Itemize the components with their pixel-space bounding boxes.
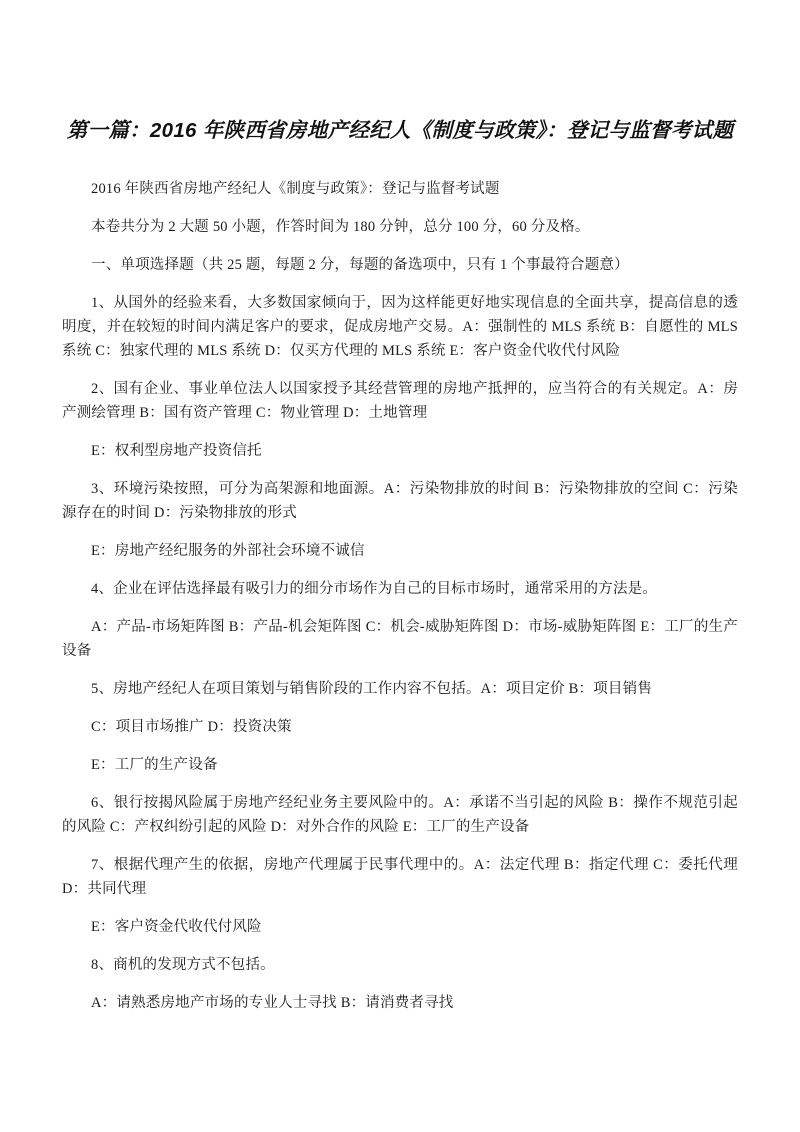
- question-4: 4、企业在评估选择最有吸引力的细分市场作为自己的目标市场时，通常采用的方法是。: [91, 581, 658, 597]
- question-2-option-e: E：权利型房地产投资信托: [91, 443, 262, 459]
- exam-summary: 本卷共分为 2 大题 50 小题，作答时间为 180 分钟，总分 100 分，60 分及格。: [91, 219, 590, 235]
- question-6: 6、银行按揭风险属于房地产经纪业务主要风险中的。A：承诺不当引起的风险 B：操作不规范引起的风险 C：产权纠纷引起的风险 D：对外合作的风险 E：工厂的生产设备: [62, 795, 738, 835]
- section-heading-single-choice: 一、单项选择题（共 25 题，每题 2 分，每题的备选项中，只有 1 个事最符合题意）: [91, 257, 629, 273]
- question-7: 7、根据代理产生的依据，房地产代理属于民事代理中的。A：法定代理 B：指定代理 C：委托代理 D：共同代理: [62, 857, 738, 897]
- question-5-options-cd: C：项目市场推广 D：投资决策: [91, 719, 292, 735]
- question-5-option-e: E：工厂的生产设备: [91, 757, 218, 773]
- question-8-options-ab: A：请熟悉房地产市场的专业人士寻找 B：请消费者寻找: [91, 995, 454, 1011]
- question-8: 8、商机的发现方式不包括。: [91, 957, 275, 973]
- question-3: 3、环境污染按照，可分为高架源和地面源。A：污染物排放的时间 B：污染物排放的空间 C：污染源存在的时间 D：污染物排放的形式: [62, 481, 738, 521]
- question-2: 2、国有企业、事业单位法人以国家授予其经营管理的房地产抵押的，应当符合的有关规定。A：房产测绘管理 B：国有资产管理 C：物业管理 D：土地管理: [62, 381, 738, 421]
- question-5: 5、房地产经纪人在项目策划与销售阶段的工作内容不包括。A：项目定价 B：项目销售: [91, 681, 653, 697]
- question-4-options: A：产品-市场矩阵图 B：产品-机会矩阵图 C：机会-威胁矩阵图 D：市场-威胁矩阵图 E：工厂的生产设备: [62, 619, 738, 659]
- question-1: 1、从国外的经验来看，大多数国家倾向于，因为这样能更好地实现信息的全面共享，提高信息的透明度，并在较短的时间内满足客户的要求，促成房地产交易。A：强制性的 MLS 系统 B：自愿性的 MLS 系统 C：独家代理的 MLS 系统 D：仅买方代理的 MLS 系统 E：客户资金代收代付风险: [62, 295, 738, 359]
- question-3-option-e: E：房地产经纪服务的外部社会环境不诚信: [91, 543, 365, 559]
- page-title: 第一篇：2016 年陕西省房地产经纪人《制度与政策》：登记与监督考试题: [66, 119, 734, 142]
- doc-subtitle: 2016 年陕西省房地产经纪人《制度与政策》：登记与监督考试题: [91, 181, 500, 197]
- question-7-option-e: E：客户资金代收代付风险: [91, 919, 262, 935]
